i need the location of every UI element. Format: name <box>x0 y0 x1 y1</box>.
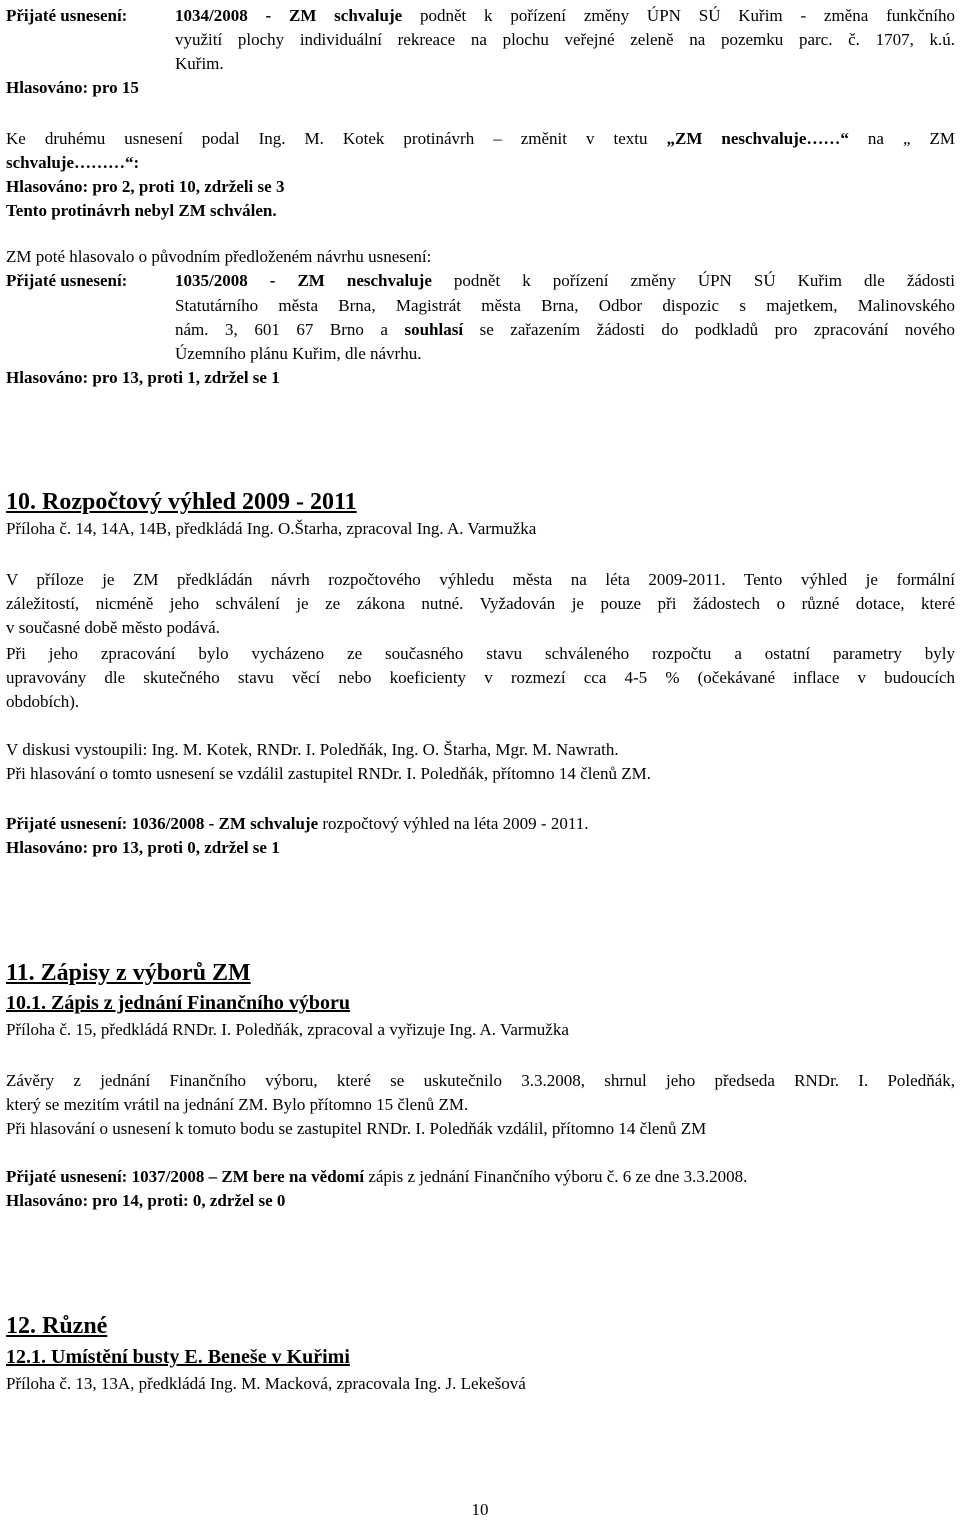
resolution-1035-line1: 1035/2008 - ZM neschvaluje podnět k pořízení změny ÚPN SÚ Kuřim dle žádosti <box>175 271 955 290</box>
resolution-1037: Přijaté usnesení: 1037/2008 – ZM bere na vědomí zápis z jednání Finančního výboru č. 6 ze dne 3.3.2008. <box>6 1167 748 1186</box>
counterproposal-line1: Ke druhému usnesení podal Ing. M. Kotek protinávrh – změnit v textu „ZM neschvaluje……“ na „ ZM <box>6 129 955 148</box>
resolution-1035-line3: nám. 3, 601 67 Brno a souhlasí se zařazením žádosti do podkladů pro zpracování nového <box>175 320 955 339</box>
section-11-para1-line1: Závěry z jednání Finančního výboru, které se uskutečnilo 3.3.2008, shrnul jeho předseda RNDr. I. Poledňák, <box>6 1071 955 1090</box>
section-10-para2-line2: upravovány dle skutečného stavu věcí nebo koeficienty v rozmezí cca 4-5 % (očekávané inflace v budoucích <box>6 668 955 687</box>
section-12-1-subheading: 12.1. Umístění busty E. Beneše v Kuřimi <box>6 1346 350 1368</box>
section-12-heading: 12. Různé <box>6 1313 108 1339</box>
section-11-para1-line2: který se mezitím vrátil na jednání ZM. Bylo přítomno 15 členů ZM. <box>6 1095 469 1114</box>
section-10-heading: 10. Rozpočtový výhled 2009 - 2011 <box>6 489 357 515</box>
section-10-attachment: Příloha č. 14, 14A, 14B, předkládá Ing. O.Štarha, zpracoval Ing. A. Varmužka <box>6 519 537 538</box>
counterproposal-result: Tento protinávrh nebyl ZM schválen. <box>6 201 277 220</box>
section-10-para1-line3: v současné době město podává. <box>6 618 220 637</box>
resolution-1034-line2: využití plochy individuální rekreace na plochu veřejné zeleně na pozemku parc. č. 1707, k.ú. <box>175 30 955 49</box>
resolution-1034-line1: 1034/2008 - ZM schvaluje podnět k pořízení změny ÚPN SÚ Kuřim - změna funkčního <box>175 6 955 25</box>
section-10-discussion: V diskusi vystoupili: Ing. M. Kotek, RNDr. I. Poledňák, Ing. O. Štarha, Mgr. M. Nawrath. <box>6 740 619 759</box>
vote-result: Hlasováno: pro 14, proti: 0, zdržel se 0 <box>6 1191 286 1210</box>
resolution-1035-line2: Statutárního města Brna, Magistrát města Brna, Odbor dispozic s majetkem, Malinovského <box>175 296 955 315</box>
section-10-para1-line2: záležitostí, nicméně jeho schválení je ze zákona nutné. Vyžadován je pouze při žádostech o různé dotace, které <box>6 594 955 613</box>
vote-result: Hlasováno: pro 15 <box>6 78 139 97</box>
section-12-attachment: Příloha č. 13, 13A, předkládá Ing. M. Macková, zpracovala Ing. J. Lekešová <box>6 1374 526 1393</box>
section-11-para2: Při hlasování o usnesení k tomuto bodu se zastupitel RNDr. I. Poledňák vzdálil, přítomno 14 členů ZM <box>6 1119 707 1138</box>
section-10-abstain-note: Při hlasování o tomto usnesení se vzdálil zastupitel RNDr. I. Poledňák, přítomno 14 členů ZM. <box>6 764 651 783</box>
section-11-1-subheading: 10.1. Zápis z jednání Finančního výboru <box>6 992 350 1014</box>
counterproposal-line2: schvaluje………“: <box>6 153 140 172</box>
resolution-1034-line3: Kuřim. <box>175 54 224 73</box>
section-10-para2-line3: obdobích). <box>6 692 80 711</box>
resolution-label: Přijaté usnesení: <box>6 271 128 290</box>
resolution-1036: Přijaté usnesení: 1036/2008 - ZM schvaluje rozpočtový výhled na léta 2009 - 2011. <box>6 814 589 833</box>
section-10-para2-line1: Při jeho zpracování bylo vycházeno ze současného stavu schváleného rozpočtu a ostatní parametry byly <box>6 644 955 663</box>
vote-result: Hlasováno: pro 13, proti 1, zdržel se 1 <box>6 368 280 387</box>
vote-result: Hlasováno: pro 13, proti 0, zdržel se 1 <box>6 838 280 857</box>
page-number: 10 <box>471 1500 489 1519</box>
section-11-attachment: Příloha č. 15, předkládá RNDr. I. Poledňák, zpracoval a vyřizuje Ing. A. Varmužka <box>6 1020 569 1039</box>
resolution-label: Přijaté usnesení: <box>6 6 128 25</box>
resolution-1035-line4: Územního plánu Kuřim, dle návrhu. <box>175 344 422 363</box>
section-10-para1-line1: V příloze je ZM předkládán návrh rozpočtového výhledu města na léta 2009-2011. Tento výhled je formální <box>6 570 955 589</box>
section-11-heading: 11. Zápisy z výborů ZM <box>6 960 251 986</box>
counterproposal-vote: Hlasováno: pro 2, proti 10, zdrželi se 3 <box>6 177 285 196</box>
original-proposal-intro: ZM poté hlasovalo o původním předloženém návrhu usnesení: <box>6 247 432 266</box>
